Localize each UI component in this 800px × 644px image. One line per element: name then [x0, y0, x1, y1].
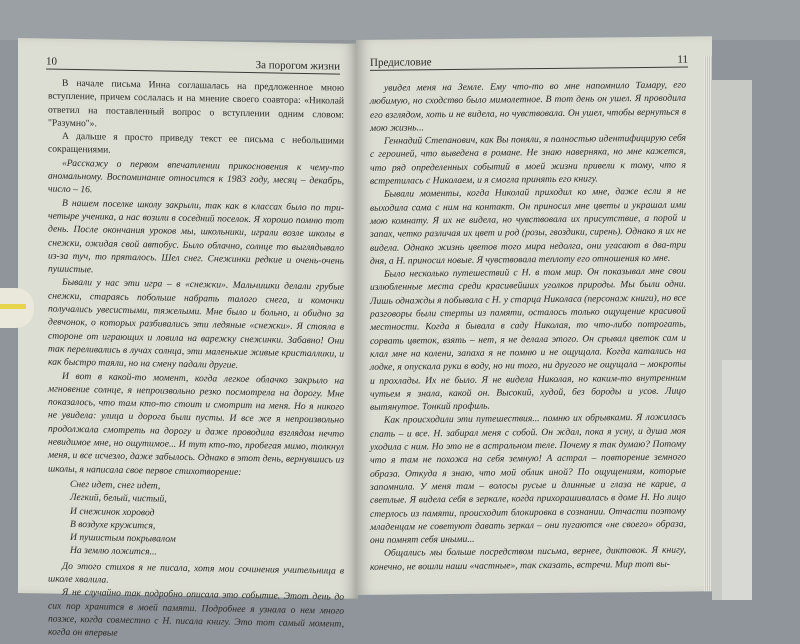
letter-paragraph: Я не случайно так подробно описала это событие. Этот день до сих пор хранится в моей памяти. Подробнее я узнала о нем много позже, когда совместно с Н. писала книгу. Это тот самый момент, когда он впервые [48, 587, 344, 639]
poem-line: На землю ложится... [70, 545, 157, 558]
letter-paragraph: Как происходили эти путешествия... помню их обрывками. Я ложилась спать – и все. Н. забирал меня с собой. Он ждал, пока я усну, и душа моя уходила с ним. Но это не в астральном теле. Почему я так думаю? Потому что я там не похожа на себя земную! А астрал – повторение земного образа. Откуда я знаю, что мой облик иной? По ощущениям, которые запомнила. У меня там – волосы русые и длинные и глаза не карие, а светлые. Я видела себя в зеркале, когда прихорашивалась в доме Н. Но лицо стерлось из памяти, происходит блокировка в сознании. Отчасти поэтому младенцам не советуют давать зеркал – они пугаются «не своего» образа, они помнят себя иными... [370, 411, 686, 546]
left-page-header [46, 52, 340, 74]
poem [70, 478, 344, 563]
paragraph: В начале письма Инна соглашалась на предложенное мною вступление, причем сослалась и на мнение своего соавтора: «Николай ответил на поставленный вопрос о вступлении одним словом: "Разумно"». [48, 77, 344, 130]
poem-line: В воздухе кружится, [70, 518, 156, 532]
letter-paragraph: «Расскажу о первом впечатлении прикосновения к чему-то аномальному. Воспоминание относится к 1983 году, месяц – декабрь, число – 16. [48, 157, 344, 196]
bookmark [0, 288, 34, 328]
right-page [356, 36, 712, 595]
background [0, 0, 800, 40]
page-edges [704, 56, 712, 591]
letter-paragraph: До этого стихов я не писала, хотя мои сочинения учительница в школе хвалила. [48, 560, 344, 586]
right-page-number: 11 [677, 53, 688, 66]
letter-paragraph: увидел меня на Земле. Ему что-то во мне напомнило Тамару, его любимую, но сходство было мимолетное. В тот день он ушел. Я проводила его взглядом, хоть и не видела, но чувствовала. Он ушел, чтобы вернуться в мою жизнь... [370, 79, 686, 134]
letter-paragraph: Общались мы больше посредством письма, вернее, диктовок. Я книгу, конечно, не вошли наши «частные», так сказать, встречи. Мир тот вы- [370, 544, 686, 573]
bookmark-stripe [0, 304, 26, 309]
left-page [18, 38, 358, 639]
right-page-body [370, 79, 686, 574]
letter-paragraph: И вот в какой-то момент, когда легкое облачко закрыло на мгновение солнце, я непроизвольно резко посмотрела на дорогу. Мне показалось, что там кто-то стоит и смотрит на меня. Но я никого не увидела: улица и дорога были пусты. И все же я непроизвольно продолжала смотреть на дорогу и даже проводила взглядом нечто невидимое мне, но ощутимое... И тут кто-то, пробегая мимо, толкнул меня, и все исчезло, даже забылось. Однако в этот день, вернувшись из школы, я написала свое первое стихотворение: [48, 370, 344, 478]
poem-line: Легкий, белый, чистый, [70, 492, 167, 505]
poem-line: И пушистым покрывалом [70, 532, 176, 545]
left-page-body [48, 77, 344, 644]
left-running-title: За порогом жизни [255, 59, 340, 73]
poem-line: И снежинок хоровод [70, 505, 155, 518]
poem-line: Снег идет, снег идет, [70, 478, 161, 492]
right-page-header [370, 51, 688, 71]
paragraph: А дальше я просто приведу текст ее письма с небольшими сокращениями. [48, 130, 344, 157]
right-running-title: Предисловие [370, 56, 432, 69]
letter-paragraph: Геннадий Степанович, как Вы поняли, я полностью идентифицирую себя с героиней, что выведена в романе. Не знаю наверняка, но мне кажется, что ряд определенных событий в моей жизни привели к тому, что я встретилась с Николаем, и я смогла принять его книгу. [370, 132, 686, 187]
letter-paragraph: Бывали моменты, когда Николай приходил ко мне, даже если я не выходила сама с ним на контакт. Он приносил мне цветы и украшал ими мою комнату. Я их не видела, но чувствовала их присутствие, а порой и запах, четко различая их цвет и род (розы, гвоздики, сирень). Однако я их не видела. Однако жизнь цветов того мира недолга, они угасают в два-три дня, а Н. приносил новые. Я чувствовала теплоту его отношения ко мне. [370, 185, 686, 267]
letter-paragraph: Было несколько путешествий с Н. в том мир. Он показывал мне свои излюбленные места среди красивейших уголков природы. Мы были одни. Лишь однажды я побывала с Н. у старца Николаса (персонаж книги), но все разговоры были стерты из памяти, осталось только ощущение красивой местности. Когда я бывала в саду Николая, то что-либо потрогать, сорвать цветок, взять – нет, я не делала этого. Он срывал цветок сам и клал мне на колени, запаха я не помню и не ощущала. Когда катались на лодке, я опускала руки в воду, но ни того, ни другого не ощущала – мокроты и прохлады. Их не было. Я не видела Николая, но каким-то внутренним чутьем я знала, какой он. Высокий, худой, без бороды и усов. Лицо вытянутое. Тонкий профиль. [370, 265, 686, 413]
left-page-number: 10 [46, 55, 57, 68]
letter-paragraph: В нашем поселке школу закрыли, так как в классах было по три-четыре ученика, а нас возили в соседний поселок. Я хорошо помню тот день. После окончания уроков мы, школьники, играли возле школы в снежки, ожидая свой автобус. Было облачно, солнце то выглядывало из-за туч, то пряталось. Шел снег. Снежинки редкие и очень-очень пушистые. [48, 197, 344, 276]
background-object [722, 360, 752, 600]
letter-paragraph: Бывали у нас эти игра – в «снежки». Мальчишки делали грубые снежки, стараясь побольше набрать талого снега, и комочки получались увесистыми, тяжелыми. Мне было и больно, и обидно за девчонок, о которых разбивались эти ледяные «снежки». Я стояла в стороне от играющих и ловила на варежку снежинки. Забавно! Они так переливались в лучах солнца, эти маленькие живые кристаллики, и как быстро таяли, но на смену падали другие. [48, 277, 344, 372]
